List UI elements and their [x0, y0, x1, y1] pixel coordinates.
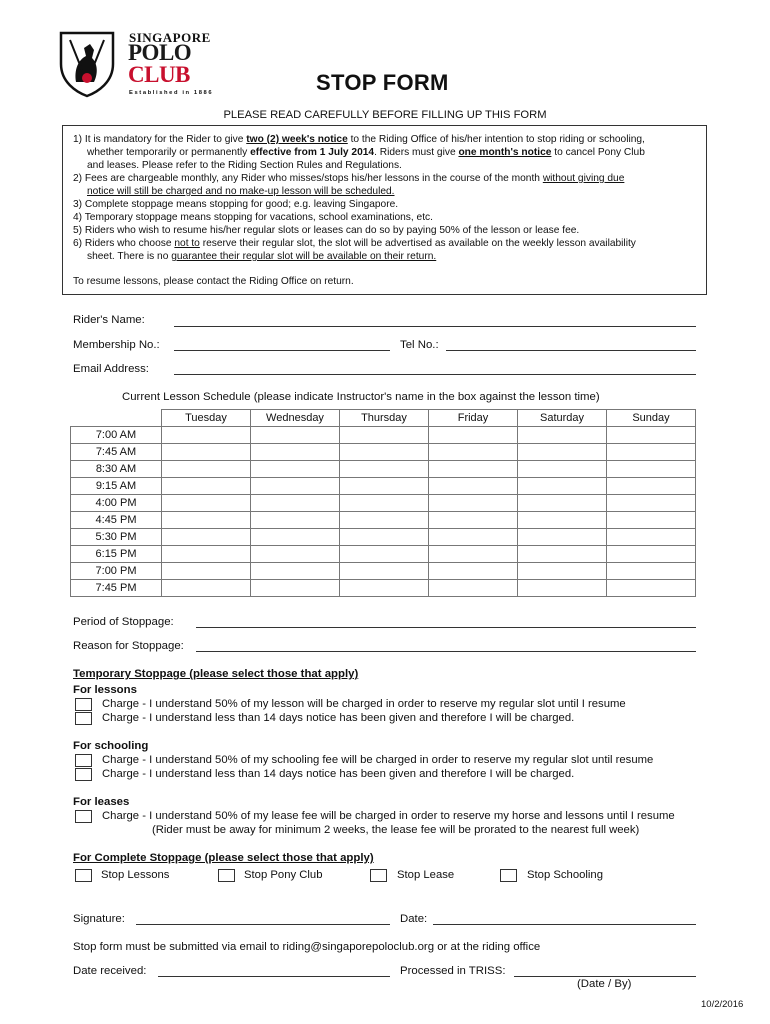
lessons-charge-2-checkbox[interactable] — [75, 712, 92, 725]
leases-note: (Rider must be away for minimum 2 weeks, the lease fee will be prorated to the nearest full week) — [152, 824, 640, 836]
rule-6-line-2: sheet. There is no guarantee their regular slot will be available on their return. — [87, 251, 437, 262]
instructor-cell[interactable] — [340, 427, 429, 444]
stop-schooling-checkbox[interactable] — [500, 869, 517, 882]
instructor-cell[interactable] — [251, 512, 340, 529]
instructor-cell[interactable] — [429, 495, 518, 512]
resume-note: To resume lessons, please contact the Riding Office on return. — [73, 276, 354, 287]
instructor-cell[interactable] — [429, 461, 518, 478]
instructor-cell[interactable] — [518, 427, 607, 444]
instructor-cell[interactable] — [251, 461, 340, 478]
schooling-charge-1-checkbox[interactable] — [75, 754, 92, 767]
rule-2-line-1: 2) Fees are chargeable monthly, any Rider who misses/stops his/her lessons in the course of the month without giving due — [73, 173, 625, 184]
time-slot-label: 7:45 AM — [71, 444, 162, 461]
date-field[interactable] — [433, 924, 696, 925]
instructor-cell[interactable] — [340, 512, 429, 529]
temporary-heading: Temporary Stoppage (please select those that apply) — [73, 668, 359, 680]
rule-2-line-2: notice will still be charged and no make-up lesson will be scheduled. — [87, 186, 395, 197]
instructor-cell[interactable] — [429, 512, 518, 529]
stop-pony-club-label: Stop Pony Club — [244, 869, 323, 881]
instructor-cell[interactable] — [251, 427, 340, 444]
rider-name-label: Rider's Name: — [73, 314, 145, 326]
schedule-row — [71, 529, 696, 546]
instructor-cell[interactable] — [162, 427, 251, 444]
instructor-cell[interactable] — [518, 444, 607, 461]
instructor-cell[interactable] — [429, 478, 518, 495]
logo-text-polo: POLO — [128, 40, 192, 65]
day-header: Sunday — [607, 410, 696, 427]
instructor-cell[interactable] — [251, 478, 340, 495]
schooling-charge-2-label: Charge - I understand less than 14 days notice has been given and therefore I will be charged. — [102, 768, 575, 780]
rule-6-line-1: 6) Riders who choose not to reserve their regular slot, the slot will be advertised as available on the weekly lesson availability — [73, 238, 636, 249]
instructor-cell[interactable] — [607, 512, 696, 529]
stop-pony-club-checkbox[interactable] — [218, 869, 235, 882]
instructor-cell[interactable] — [251, 546, 340, 563]
instructor-cell[interactable] — [607, 461, 696, 478]
membership-label: Membership No.: — [73, 339, 160, 351]
instructor-cell[interactable] — [518, 461, 607, 478]
logo-text-club: CLUB — [128, 62, 190, 87]
instructor-cell[interactable] — [607, 478, 696, 495]
rule-5: 5) Riders who wish to resume his/her regular slots or leases can do so by paying 50% of the lesson or lease fee. — [73, 225, 580, 236]
instructor-cell[interactable] — [429, 444, 518, 461]
date-label: Date: — [400, 913, 428, 925]
time-slot-label: 8:30 AM — [71, 461, 162, 478]
rule-4: 4) Temporary stoppage means stopping for vacations, school examinations, etc. — [73, 212, 433, 223]
stop-lessons-label: Stop Lessons — [101, 869, 170, 881]
instructor-cell[interactable] — [429, 529, 518, 546]
club-crest-logo — [58, 30, 116, 98]
time-slot-label: 7:00 PM — [71, 563, 162, 580]
time-slot-label: 4:00 PM — [71, 495, 162, 512]
period-field[interactable] — [196, 627, 696, 628]
instructor-cell[interactable] — [340, 495, 429, 512]
instructor-cell[interactable] — [607, 495, 696, 512]
schedule-row — [71, 580, 696, 597]
rule-1-line-2: whether temporarily or permanently effective from 1 July 2014. Riders must give one month's notice to cancel Pony Club — [87, 147, 645, 158]
rule-1-line-1: 1) It is mandatory for the Rider to give two (2) week's notice to the Riding Office of his/her intention to stop riding or schooling, — [73, 134, 645, 145]
schooling-heading: For schooling — [73, 740, 149, 752]
day-header: Thursday — [340, 410, 429, 427]
day-header: Tuesday — [162, 410, 251, 427]
schedule-row — [71, 478, 696, 495]
instructor-cell[interactable] — [251, 529, 340, 546]
instructor-cell[interactable] — [429, 563, 518, 580]
schedule-row — [71, 461, 696, 478]
schedule-corner — [71, 410, 162, 427]
instructor-cell[interactable] — [340, 529, 429, 546]
instructor-cell[interactable] — [162, 512, 251, 529]
time-slot-label: 4:45 PM — [71, 512, 162, 529]
version-date: 10/2/2016 — [701, 999, 744, 1010]
email-field[interactable] — [174, 374, 696, 375]
schedule-row — [71, 512, 696, 529]
leases-heading: For leases — [73, 796, 130, 808]
processed-label: Processed in TRISS: — [400, 965, 506, 977]
stop-schooling-label: Stop Schooling — [527, 869, 603, 881]
schedule-row — [71, 563, 696, 580]
complete-heading: For Complete Stoppage (please select those that apply) — [73, 852, 374, 864]
lesson-schedule-table — [70, 409, 696, 597]
day-header: Wednesday — [251, 410, 340, 427]
processed-field[interactable] — [514, 976, 696, 977]
tel-label: Tel No.: — [400, 339, 439, 351]
logo-established: Established in 1886 — [129, 90, 214, 96]
schooling-charge-1-label: Charge - I understand 50% of my schooling fee will be charged in order to reserve my regular slot until resume — [102, 754, 654, 766]
instructor-cell[interactable] — [607, 546, 696, 563]
time-slot-label: 7:45 PM — [71, 580, 162, 597]
date-by-label: (Date / By) — [577, 978, 632, 990]
instructor-cell[interactable] — [429, 427, 518, 444]
instructor-cell[interactable] — [162, 444, 251, 461]
instructor-cell[interactable] — [162, 580, 251, 597]
reason-field[interactable] — [196, 651, 696, 652]
date-received-field[interactable] — [158, 976, 390, 977]
email-label: Email Address: — [73, 363, 149, 375]
instructor-cell[interactable] — [607, 563, 696, 580]
instructor-cell[interactable] — [340, 546, 429, 563]
instructor-cell[interactable] — [162, 461, 251, 478]
instructor-cell[interactable] — [518, 546, 607, 563]
signature-label: Signature: — [73, 913, 125, 925]
schedule-row — [71, 444, 696, 461]
stop-lease-checkbox[interactable] — [370, 869, 387, 882]
day-header: Friday — [429, 410, 518, 427]
instructor-cell[interactable] — [162, 546, 251, 563]
schedule-caption: Current Lesson Schedule (please indicate Instructor's name in the box against the lesson time) — [122, 391, 600, 403]
schedule-row — [71, 495, 696, 512]
instructor-cell[interactable] — [607, 444, 696, 461]
schedule-row — [71, 546, 696, 563]
instructor-cell[interactable] — [162, 563, 251, 580]
lessons-charge-1-label: Charge - I understand 50% of my lesson will be charged in order to reserve my regular slot until I resume — [102, 698, 626, 710]
leases-charge-checkbox[interactable] — [75, 810, 92, 823]
reason-label: Reason for Stoppage: — [73, 640, 184, 652]
instructor-cell[interactable] — [162, 495, 251, 512]
instructor-cell[interactable] — [518, 580, 607, 597]
instructor-cell[interactable] — [340, 580, 429, 597]
instructor-cell[interactable] — [251, 495, 340, 512]
time-slot-label: 5:30 PM — [71, 529, 162, 546]
instructor-cell[interactable] — [429, 546, 518, 563]
instructor-cell[interactable] — [607, 427, 696, 444]
schooling-charge-2-checkbox[interactable] — [75, 768, 92, 781]
signature-field[interactable] — [136, 924, 390, 925]
instructor-cell[interactable] — [251, 580, 340, 597]
stop-lessons-checkbox[interactable] — [75, 869, 92, 882]
day-header: Saturday — [518, 410, 607, 427]
instructor-cell[interactable] — [518, 563, 607, 580]
instructor-cell[interactable] — [607, 580, 696, 597]
instructor-cell[interactable] — [340, 563, 429, 580]
instructor-cell[interactable] — [607, 529, 696, 546]
rules-box — [62, 125, 707, 295]
instructor-cell[interactable] — [251, 563, 340, 580]
instructor-cell[interactable] — [340, 478, 429, 495]
form-title: STOP FORM — [316, 70, 449, 95]
instructor-cell[interactable] — [518, 512, 607, 529]
rule-3: 3) Complete stoppage means stopping for good; e.g. leaving Singapore. — [73, 199, 399, 210]
time-slot-label: 7:00 AM — [71, 427, 162, 444]
leases-charge-label: Charge - I understand 50% of my lease fee will be charged in order to reserve my horse and lessons until I resume — [102, 810, 675, 822]
schedule-row — [71, 427, 696, 444]
instructor-cell[interactable] — [340, 444, 429, 461]
lessons-charge-2-label: Charge - I understand less than 14 days notice has been given and therefore I will be charged. — [102, 712, 575, 724]
instructor-cell[interactable] — [340, 461, 429, 478]
lessons-heading: For lessons — [73, 684, 137, 696]
rider-name-field[interactable] — [174, 326, 696, 327]
instructor-cell[interactable] — [162, 478, 251, 495]
date-received-label: Date received: — [73, 965, 147, 977]
rule-1-line-3: and leases. Please refer to the Riding Section Rules and Regulations. — [87, 160, 402, 171]
tel-field[interactable] — [446, 350, 696, 351]
instructor-cell[interactable] — [518, 495, 607, 512]
period-label: Period of Stoppage: — [73, 616, 174, 628]
schedule-header-row — [71, 410, 696, 427]
time-slot-label: 9:15 AM — [71, 478, 162, 495]
instructor-cell[interactable] — [162, 529, 251, 546]
submit-note: Stop form must be submitted via email to riding@singaporepoloclub.org or at the riding office — [73, 941, 541, 953]
instructor-cell[interactable] — [429, 580, 518, 597]
membership-field[interactable] — [174, 350, 390, 351]
logo-text-singapore: SINGAPORE — [129, 30, 211, 45]
instructor-cell[interactable] — [518, 478, 607, 495]
time-slot-label: 6:15 PM — [71, 546, 162, 563]
lessons-charge-1-checkbox[interactable] — [75, 698, 92, 711]
instructor-cell[interactable] — [251, 444, 340, 461]
stop-lease-label: Stop Lease — [397, 869, 455, 881]
instructor-cell[interactable] — [518, 529, 607, 546]
form-subtitle: PLEASE READ CAREFULLY BEFORE FILLING UP THIS FORM — [223, 109, 547, 121]
